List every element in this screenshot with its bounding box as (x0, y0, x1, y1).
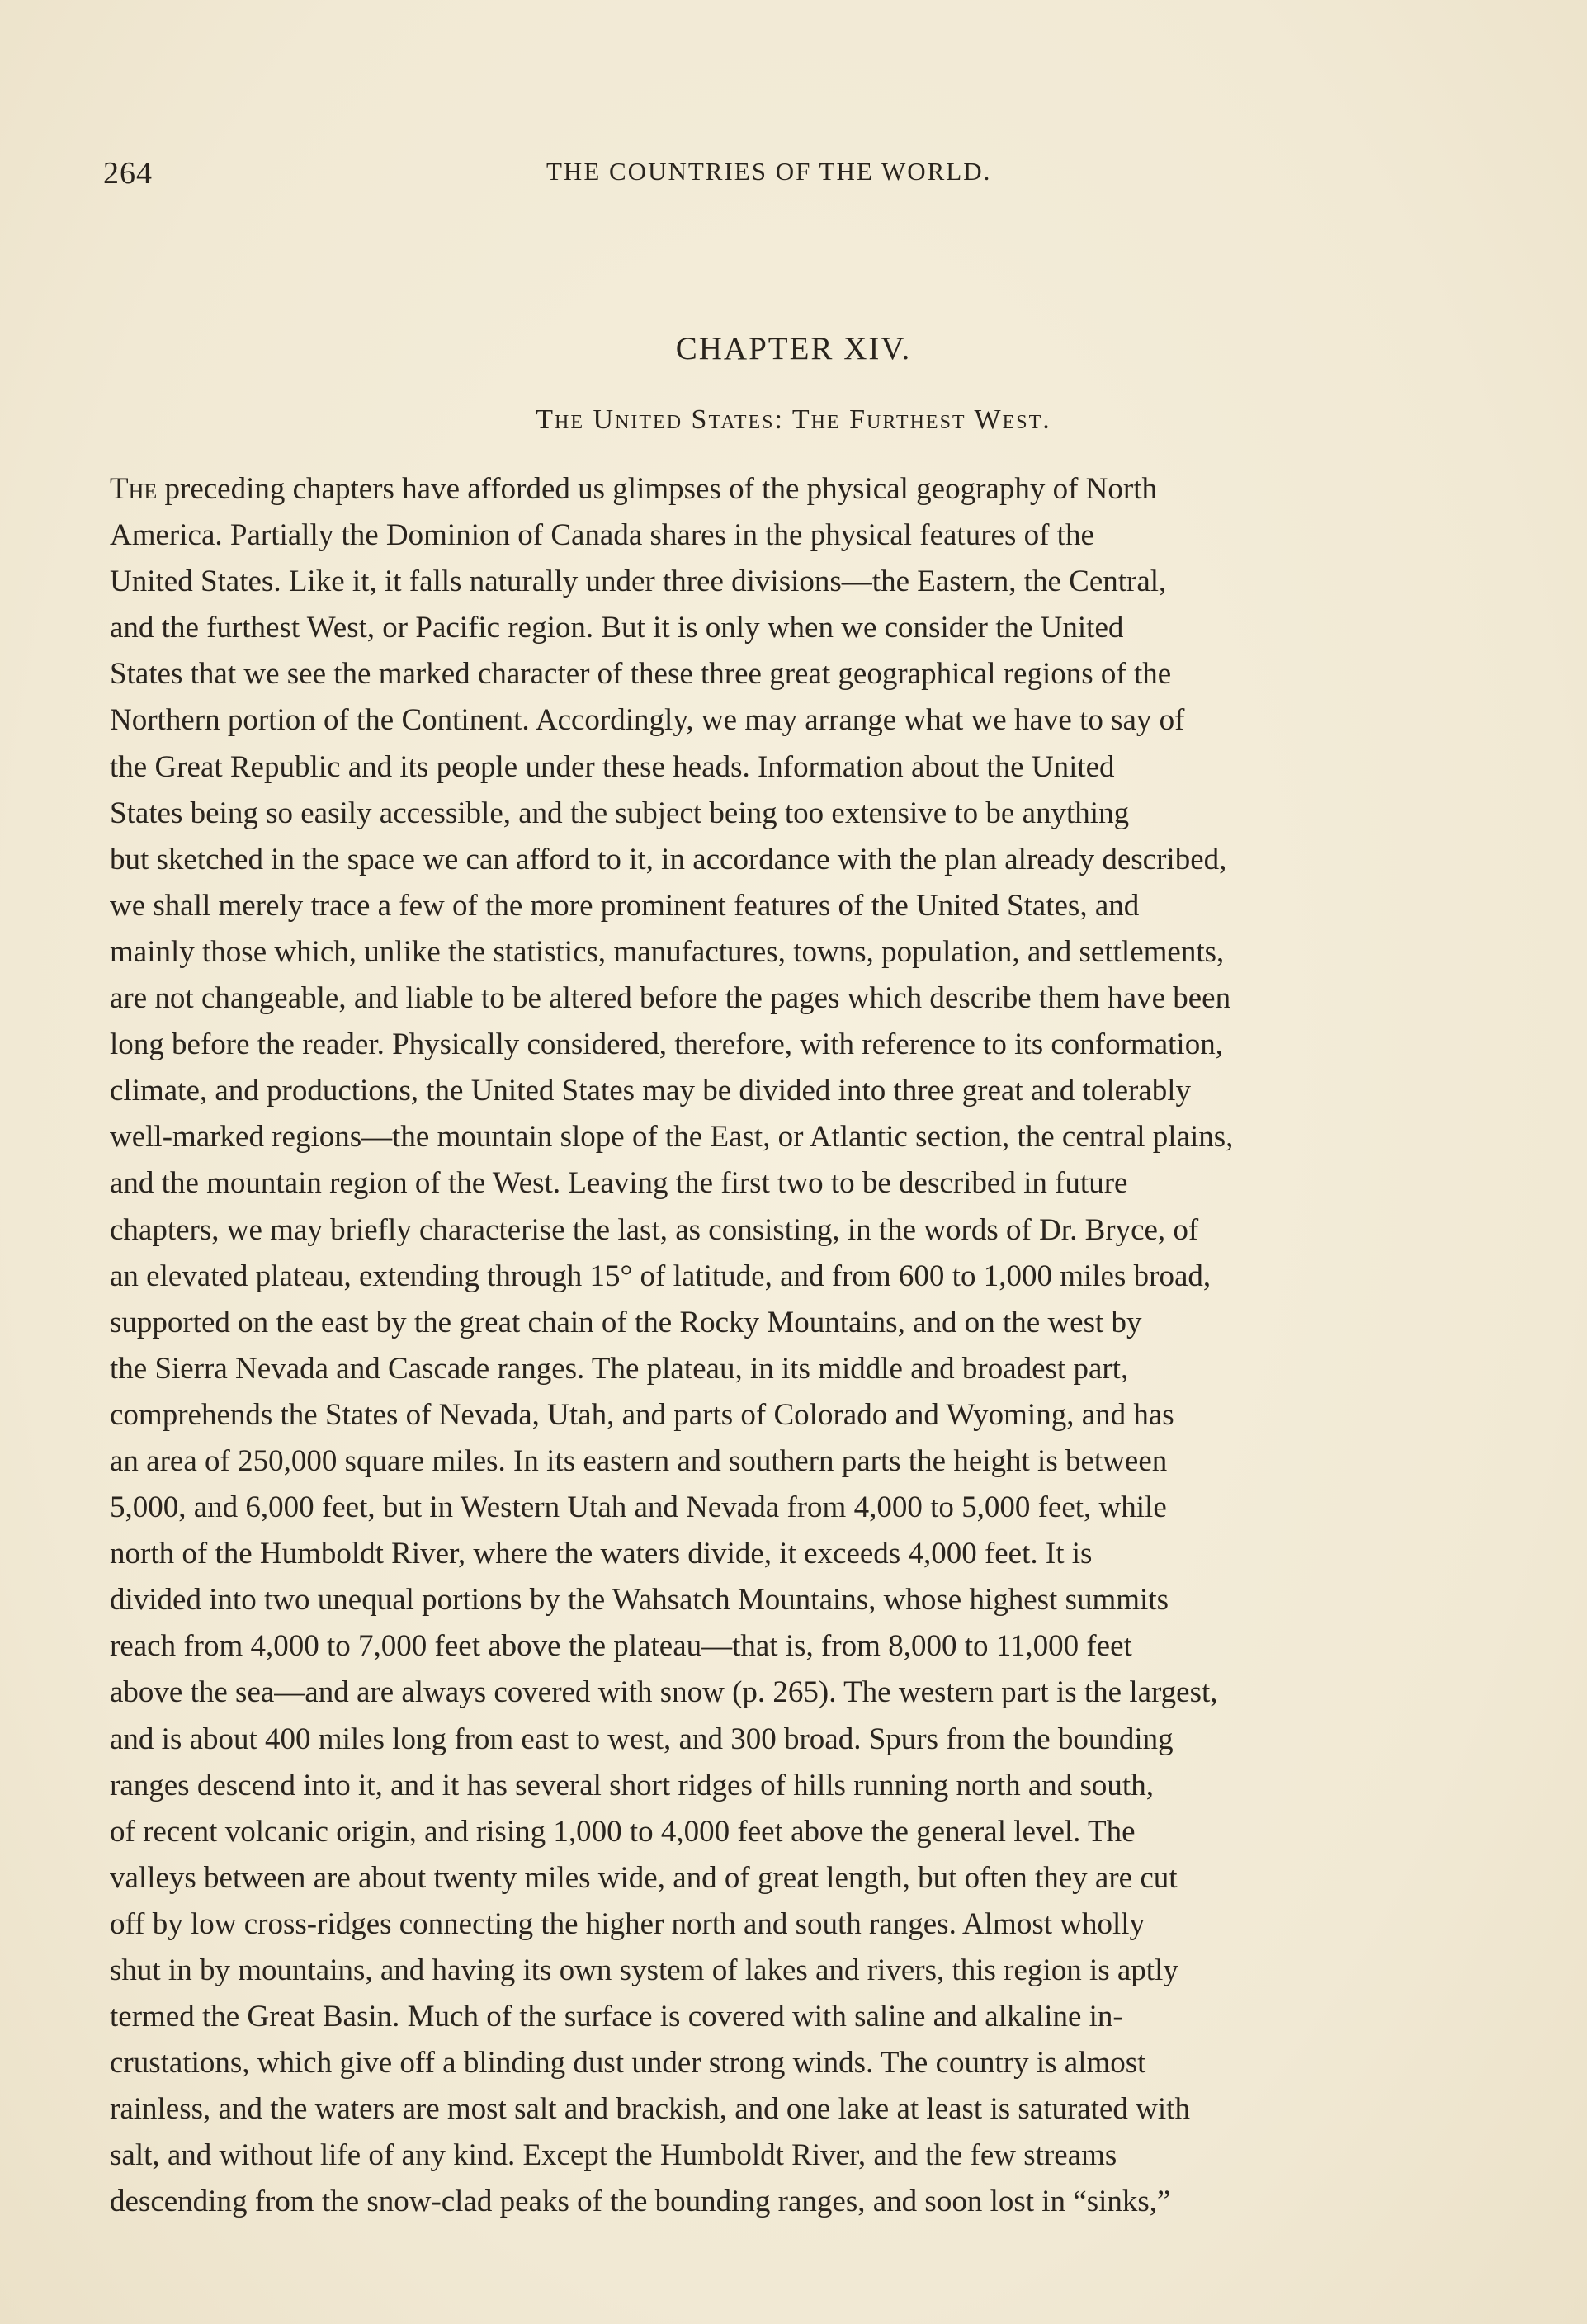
running-head (103, 155, 1077, 196)
text-line: north of the Humboldt River, where the waters divide, it exceeds 4,000 feet. It is (110, 1537, 1093, 1571)
chapter-heading: CHAPTER XIV. (675, 331, 912, 366)
text-line: termed the Great Basin. Much of the surface is covered with saline and alkaline in- (110, 2000, 1123, 2034)
text-line: Northern portion of the Continent. Accordingly, we may arrange what we have to say of (110, 703, 1185, 738)
text-line: an elevated plateau, extending through 15° of latitude, and from 600 to 1,000 miles broad, (110, 1259, 1212, 1293)
text-line: 5,000, and 6,000 feet, but in Western Utah and Nevada from 4,000 to 5,000 feet, while (110, 1490, 1167, 1525)
text-line: salt, and without life of any kind. Except the Humboldt River, and the few streams (110, 2138, 1117, 2173)
text-line: the Great Republic and its people under these heads. Information about the United (110, 749, 1115, 784)
text-line (110, 466, 1513, 513)
text-line: mainly those which, unlike the statistics, manufactures, towns, population, and settlements, (110, 934, 1225, 969)
text-line: valleys between are about twenty miles wide, and of great length, but often they are cut (110, 1860, 1178, 1895)
text-line: off by low cross-ridges connecting the higher north and south ranges. Almost wholly (110, 1906, 1145, 1941)
running-title: THE COUNTRIES OF THE WORLD. (546, 157, 992, 186)
text-line: ranges descend into it, and it has several short ridges of hills running north and south, (110, 1768, 1154, 1802)
text-line: comprehends the States of Nevada, Utah, and parts of Colorado and Wyoming, and has (110, 1397, 1174, 1432)
text-line: above the sea—and are always covered with snow (p. 265). The western part is the largest, (110, 1675, 1218, 1710)
text-line: supported on the east by the great chain of the Rocky Mountains, and on the west by (110, 1305, 1142, 1339)
page-number: 264 (103, 156, 153, 191)
text-line: divided into two unequal portions by the Wahsatch Mountains, whose highest summits (110, 1583, 1169, 1618)
text-line: we shall merely trace a few of the more prominent features of the United States, and (110, 888, 1140, 923)
text-line: America. Partially the Dominion of Canada shares in the physical features of the (110, 518, 1094, 553)
text-line-content: preceding chapters have afforded us glimpses of the physical geography of North (157, 472, 1157, 506)
chapter-subtitle: The United States: The Furthest West. (536, 404, 1051, 435)
text-line: but sketched in the space we can afford to it, in accordance with the plan already described, (110, 842, 1227, 876)
text-line: shut in by mountains, and having its own system of lakes and rivers, this region is aptly (110, 1953, 1178, 1987)
body-paragraph (110, 466, 1513, 2226)
text-line: and the mountain region of the West. Leaving the first two to be described in future (110, 1166, 1128, 1201)
text-line: long before the reader. Physically considered, therefore, with reference to its conformation, (110, 1027, 1223, 1062)
text-line: descending from the snow-clad peaks of the bounding ranges, and soon lost in “sinks,” (110, 2185, 1171, 2219)
text-line: of recent volcanic origin, and rising 1,000 to 4,000 feet above the general level. The (110, 1814, 1136, 1849)
text-line: and is about 400 miles long from east to west, and 300 broad. Spurs from the bounding (110, 1722, 1174, 1756)
text-line: States being so easily accessible, and the subject being too extensive to be anything (110, 796, 1130, 830)
text-line: well-marked regions—the mountain slope of the East, or Atlantic section, the central plains, (110, 1120, 1234, 1155)
text-line: United States. Like it, it falls naturally under three divisions—the Eastern, the Central, (110, 564, 1167, 599)
text-line: an area of 250,000 square miles. In its eastern and southern parts the height is between (110, 1443, 1168, 1478)
text-line: and the furthest West, or Pacific region. But it is only when we consider the United (110, 611, 1124, 645)
text-line: rainless, and the waters are most salt and brackish, and one lake at least is saturated with (110, 2092, 1190, 2127)
text-line: States that we see the marked character of these three great geographical regions of the (110, 657, 1172, 692)
text-line: climate, and productions, the United States may be divided into three great and tolerably (110, 1074, 1192, 1108)
text-line: are not changeable, and liable to be altered before the pages which describe them have been (110, 981, 1231, 1016)
text-line: the Sierra Nevada and Cascade ranges. The plateau, in its middle and broadest part, (110, 1351, 1129, 1386)
text-line: reach from 4,000 to 7,000 feet above the plateau—that is, from 8,000 to 11,000 feet (110, 1629, 1132, 1664)
lead-word: The (110, 472, 158, 506)
text-line: chapters, we may briefly characterise the last, as consisting, in the words of Dr. Bryce, of (110, 1212, 1199, 1247)
text-line: crustations, which give off a blinding dust under strong winds. The country is almost (110, 2046, 1146, 2081)
